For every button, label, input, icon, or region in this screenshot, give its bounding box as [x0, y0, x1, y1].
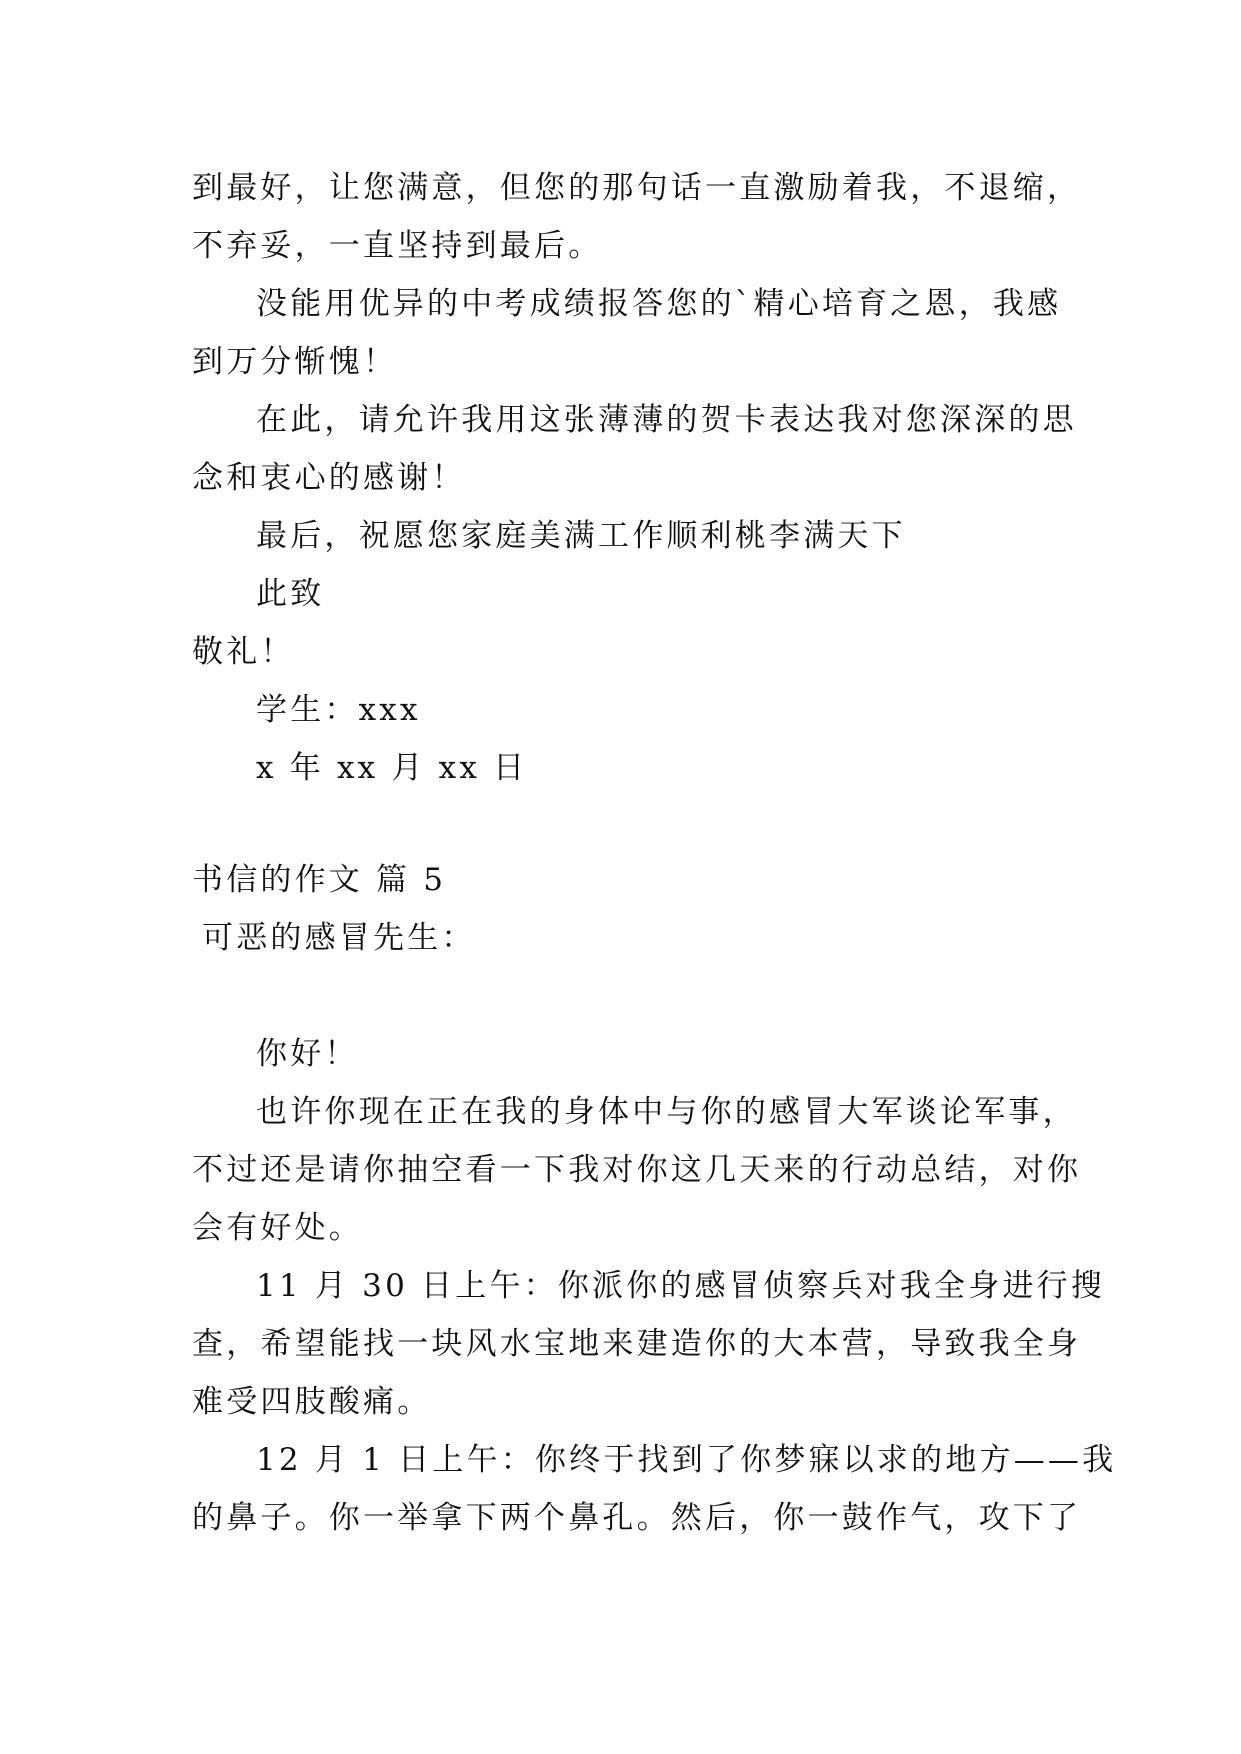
paragraph-line: 也许你现在正在我的身体中与你的感冒大军谈论军事， [256, 1094, 1077, 1130]
paragraph-line: 没能用优异的中考成绩报答您的`精心培育之恩，我感 [256, 286, 1062, 322]
paragraph-line: 你好！ [256, 1036, 359, 1072]
paragraph-line: 在此，请允许我用这张薄薄的贺卡表达我对您深深的思 [256, 402, 1077, 438]
section-title: 书信的作文 篇 5 [192, 862, 447, 898]
paragraph-line: 到万分惭愧！ [192, 344, 398, 380]
paragraph-line: 念和衷心的感谢！ [192, 460, 466, 496]
closing-line: 此致 [256, 576, 325, 612]
paragraph-line: 的鼻子。你一举拿下两个鼻孔。然后，你一鼓作气，攻下了 [192, 1500, 1082, 1536]
paragraph-line: 会有好处。 [192, 1210, 363, 1246]
paragraph-line: 12 月 1 日上午：你终于找到了你梦寐以求的地方——我 [256, 1442, 1117, 1478]
paragraph-line: 最后，祝愿您家庭美满工作顺利桃李满天下 [256, 518, 906, 554]
paragraph-line: 不弃妥，一直坚持到最后。 [192, 228, 603, 264]
paragraph-line: 不过还是请你抽空看一下我对你这几天来的行动总结，对你 [192, 1152, 1082, 1188]
paragraph-line: 到最好，让您满意，但您的那句话一直激励着我，不退缩， [192, 170, 1082, 206]
paragraph-line: 11 月 30 日上午：你派你的感冒侦察兵对我全身进行搜 [256, 1268, 1106, 1304]
date-line: x 年 xx 月 xx 日 [256, 750, 528, 786]
signature-line: 学生：xxx [256, 692, 421, 728]
paragraph-line: 难受四肢酸痛。 [192, 1384, 432, 1420]
greeting-line: 可恶的感冒先生： [202, 920, 476, 956]
paragraph-line: 查，希望能找一块风水宝地来建造你的大本营，导致我全身 [192, 1326, 1082, 1362]
salutation-line: 敬礼！ [192, 634, 295, 670]
